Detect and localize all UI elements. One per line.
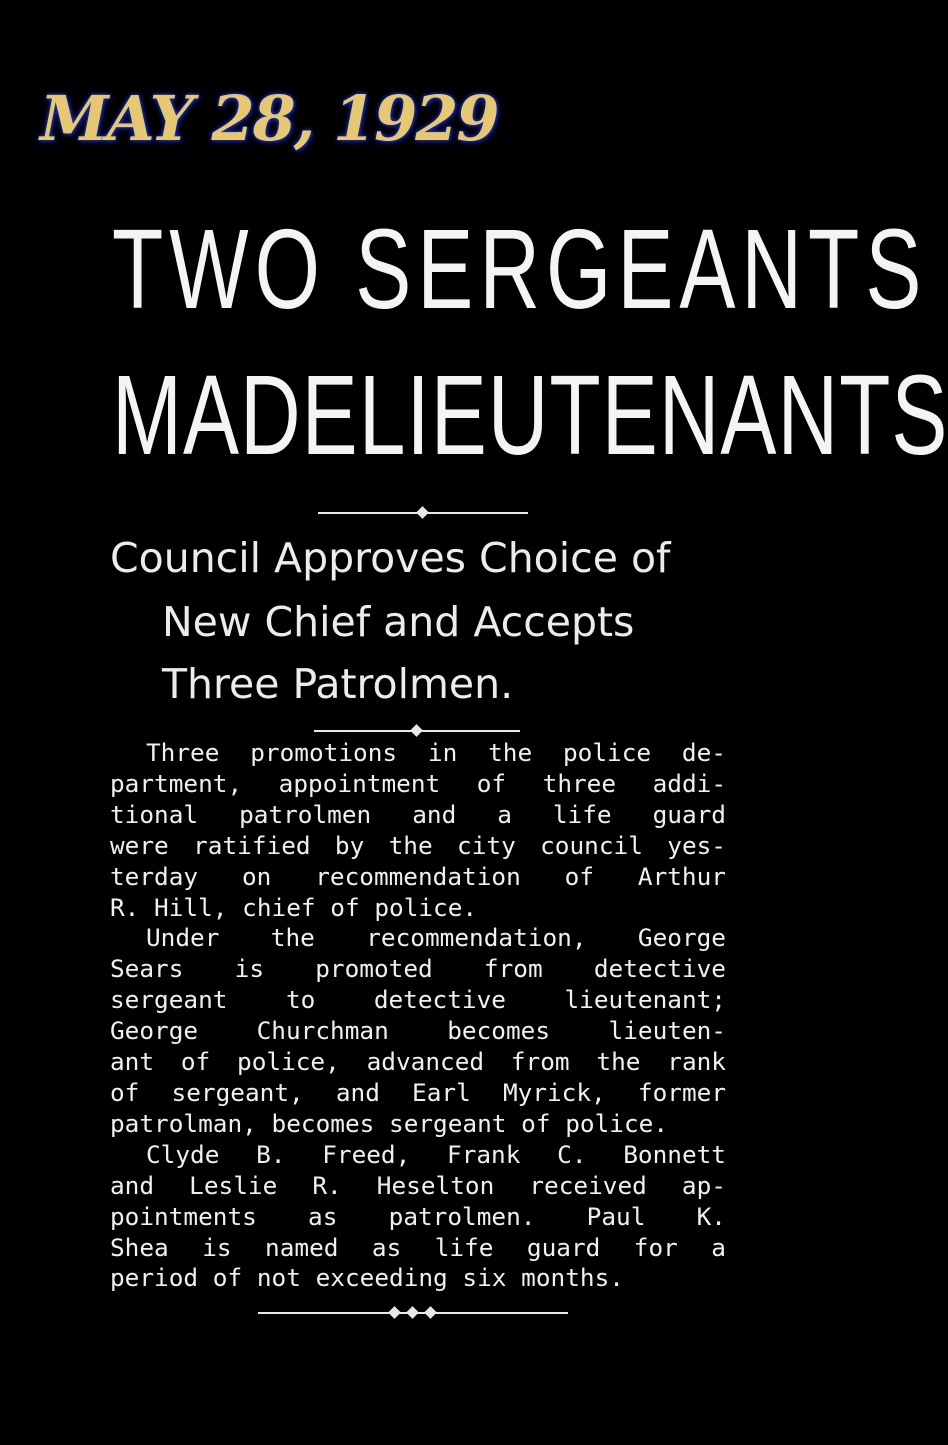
divider-rule-middle — [314, 730, 520, 732]
article-line: tional patrolmen and a life guard — [110, 799, 726, 829]
article-line: ant of police, advanced from the rank — [110, 1047, 726, 1077]
divider-rule-top — [318, 512, 528, 514]
article-line: R. Hill, chief of police. — [110, 892, 478, 922]
headline-line-1: TWO SERGEANTS — [112, 205, 928, 333]
article-line: period of not exceeding six months. — [110, 1263, 624, 1293]
divider-diamond — [406, 1306, 419, 1319]
article-line: partment, appointment of three addi- — [110, 768, 726, 798]
article-line: Under the recommendation, George — [146, 923, 726, 953]
divider-diamond — [424, 1306, 437, 1319]
article-line: patrolman, becomes sergeant of police. — [110, 1108, 669, 1138]
divider-rule-bottom — [258, 1312, 568, 1314]
article-line: Sears is promoted from detective — [110, 954, 726, 984]
subhead-line-1: Council Approves Choice of — [110, 534, 671, 582]
divider-diamond — [416, 506, 429, 519]
article-line: Shea is named as life guard for a — [110, 1232, 726, 1262]
article-line: were ratified by the city council yes- — [110, 830, 726, 860]
divider-diamond — [388, 1306, 401, 1319]
subhead-line-2: New Chief and Accepts — [162, 598, 635, 646]
date-stamp: MAY 28, 1929 — [40, 82, 498, 155]
article-line: George Churchman becomes lieuten- — [110, 1016, 726, 1046]
article-line: and Leslie R. Heselton received ap- — [110, 1170, 726, 1200]
article-line: of sergeant, and Earl Myrick, former — [110, 1077, 726, 1107]
article-body — [110, 738, 726, 1294]
article-line: Three promotions in the police de- — [146, 738, 726, 767]
article-line: terday on recommendation of Arthur — [110, 861, 726, 891]
article-line: Clyde B. Freed, Frank C. Bonnett — [146, 1139, 726, 1169]
article-line: pointments as patrolmen. Paul K. — [110, 1201, 726, 1231]
article-line: sergeant to detective lieutenant; — [110, 985, 726, 1015]
divider-diamond — [410, 724, 423, 737]
subhead-line-3: Three Patrolmen. — [162, 660, 514, 708]
headline-line-2: MADELIEUTENANTS — [112, 351, 948, 479]
